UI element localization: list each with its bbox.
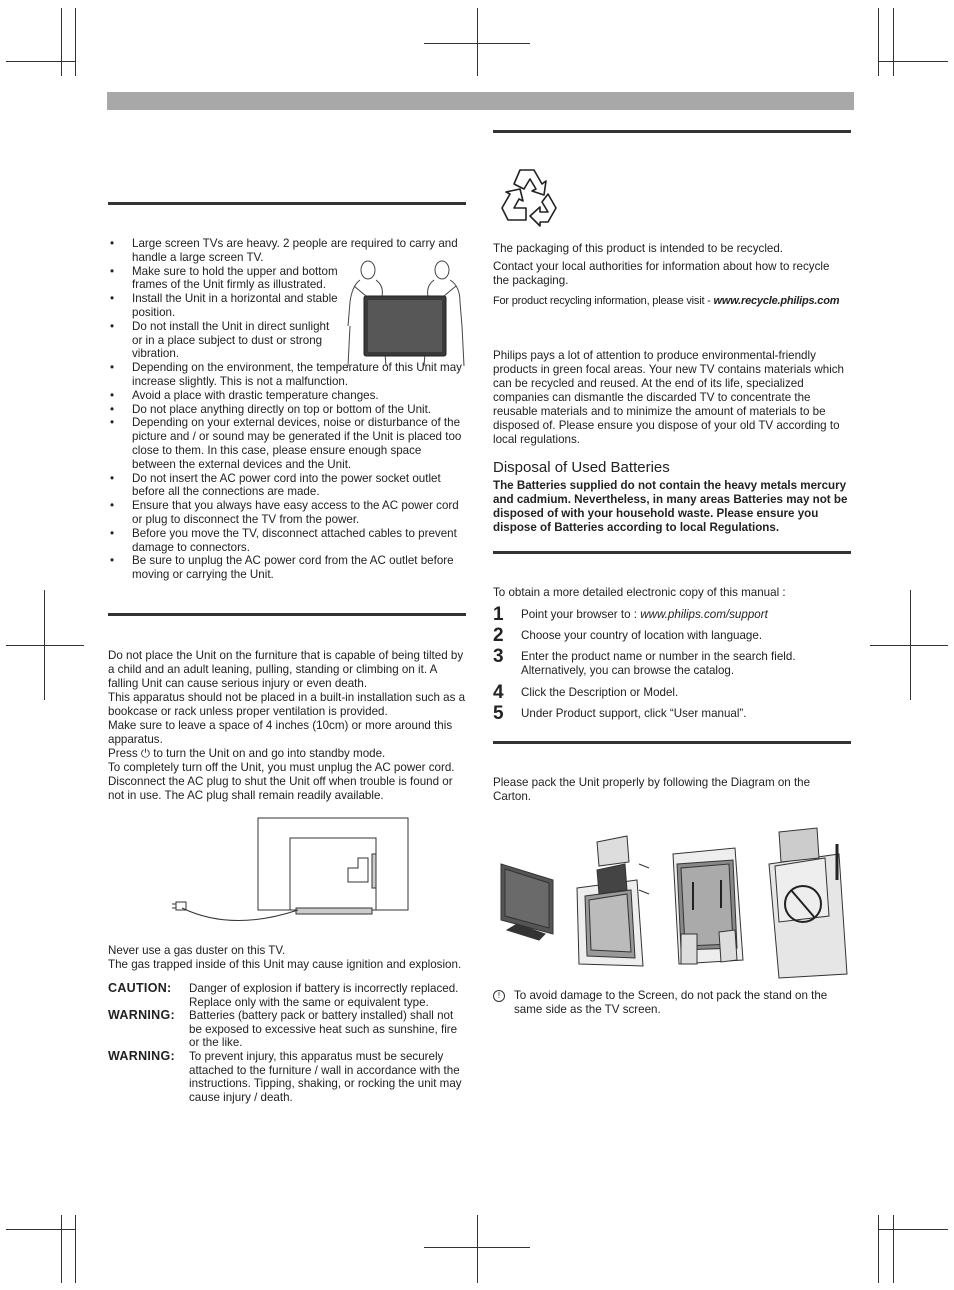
pack-note [493,989,849,1017]
section-rule [493,130,851,133]
crop-mark [6,645,84,646]
bullet-item [108,320,342,361]
safety-line: This apparatus should not be placed in a built-in installation such as a bookcase or rack unless proper ventilation is provided. [108,691,466,718]
step-text [521,608,841,622]
manual-intro: To obtain a more detailed electronic copy of this manual : [493,586,786,599]
bullet-item [108,403,468,417]
packaging-text [493,242,845,288]
info-icon: ! [493,990,505,1002]
crop-mark [75,8,76,76]
step-number: 1 [493,604,504,625]
bullet-item [108,527,468,555]
crop-mark [424,1247,530,1248]
crop-mark [6,1229,76,1230]
crop-mark [893,1215,894,1283]
warning-text: Batteries (battery pack or battery installed) shall not be exposed to excessive heat such as sunshine, fire or the like. [189,1009,458,1050]
safety-line: Disconnect the AC plug to shut the Unit off when trouble is found or not in use. The AC plug shall remain readily available. [108,775,453,802]
crop-mark [6,61,76,62]
step-text: Enter the product name or number in the search field. Alternatively, you can browse the catalog. [521,650,796,677]
support-link[interactable]: www.philips.com/support [640,608,768,621]
recycle-info [493,295,853,307]
bullet-text: Ensure that you always have easy access to the AC power cord or plug to disconnect the TV from the power. [132,499,459,526]
bullet-text: Before you move the TV, disconnect attached cables to prevent damage to connectors. [132,526,457,554]
bullet-item [108,292,342,320]
bullet-text: Install the Unit in a horizontal and stable position. [132,292,338,319]
bullet-text: Large screen TVs are heavy. 2 people are required to carry and handle a large screen TV. [132,237,458,264]
crop-mark [878,61,948,62]
bullet-text: Do not insert the AC power cord into the power socket outlet before all the connections are made. [132,471,441,499]
crop-mark [424,43,530,44]
warning-row [108,1050,478,1106]
pack-text: Please pack the Unit properly by following the Diagram on the Carton. [493,776,811,803]
crop-mark [61,8,62,76]
crop-mark [870,645,948,646]
gas-line: Never use a gas duster on this TV. [108,944,286,957]
bullet-text: Depending on your external devices, noise or disturbance of the picture and / or sound may be generated if the Unit is placed too close to them. In this case, please ensure enough space between the external devices and the Unit. [132,416,462,471]
crop-mark [477,1215,478,1283]
bullet-item [108,499,468,527]
crop-mark [878,8,879,76]
step-number: 2 [493,625,504,646]
bullet-text: Depending on the environment, the temperature of this Unit may increase slightly. This is not a malfunction. [132,361,462,388]
warning-text: Danger of explosion if battery is incorrectly replaced. Replace only with the same or equivalent type. [189,982,459,1009]
warning-label: CAUTION: [108,981,172,995]
step-text: Under Product support, click “User manual”. [521,707,747,720]
gas-line: The gas trapped inside of this Unit may cause ignition and explosion. [108,958,462,971]
step-number: 5 [493,703,504,724]
safety-line: Press ⏻ to turn the Unit on and go into standby mode. [108,747,386,760]
crop-mark [61,1215,62,1283]
section-rule [108,202,466,205]
section-rule [493,551,851,554]
tv-power-cord-illustration [172,812,412,930]
warning-label: WARNING: [108,1008,175,1022]
bullet-item [108,416,468,471]
warning-row [108,1009,478,1051]
section-rule [493,741,851,744]
crop-mark [893,8,894,76]
batteries-text: The Batteries supplied do not contain the heavy metals mercury and cadmium. Nevertheless, in many areas Batteries may not be disposed of with your household waste. Please ensure you dispose of Batteries according to local Regulations. [493,479,848,534]
packaging-line: Contact your local authorities for information about how to recycle the packaging. [493,260,830,287]
step-number: 3 [493,646,504,667]
batteries-heading: Disposal of Used Batteries [493,459,670,476]
bullet-text: Do not install the Unit in direct sunlight or in a place subject to dust or strong vibration. [132,319,330,361]
bullet-text: Avoid a place with drastic temperature changes. [132,388,379,402]
packing-diagram [497,824,855,984]
step-number: 4 [493,682,504,703]
bullet-item [108,389,468,403]
bullet-text: Make sure to hold the upper and bottom frames of the Unit firmly as illustrated. [132,264,338,292]
bullet-text: Do not place anything directly on top or bottom of the Unit. [132,402,432,416]
step-text: Click the Description or Model. [521,686,679,699]
note-text: To avoid damage to the Screen, do not pack the stand on the same side as the TV screen. [514,989,828,1016]
recycle-link[interactable]: www.recycle.philips.com [713,295,840,307]
safety-line: To completely turn off the Unit, you must unplug the AC power cord. [108,761,455,774]
two-person-carry-illustration [342,256,468,368]
bullet-item [108,472,468,500]
recycle-icon [496,164,562,230]
recycle-info-text: For product recycling information, please visit - [493,295,714,307]
crop-mark [878,1215,879,1283]
warning-text: To prevent injury, this apparatus must be securely attached to the furniture / wall in accordance with the instructions. Tipping, shaking, or rocking the unit may cause injury / death. [189,1050,462,1104]
step-label: Point your browser to : [521,608,641,621]
bullet-item [108,554,468,582]
caution-row [108,982,478,1010]
bullet-item [108,265,342,293]
packaging-line: The packaging of this product is intended to be recycled. [493,242,784,255]
header-banner [107,92,854,110]
crop-mark [878,1229,948,1230]
section-rule [108,613,466,616]
environment-paragraph: Philips pays a lot of attention to produce environmental-friendly products in green focal areas. Your new TV contains materials which can be recycled and reused. At the end of its life, specialized companies can dismantle the discarded TV to concentrate the reusable materials and to minimize the amount of materials to be disposed of. Please ensure you dispose of your old TV according to local regulations. [493,349,845,446]
safety-paragraph [108,649,470,803]
gas-warning [108,944,478,972]
safety-line: Make sure to leave a space of 4 inches (10cm) or more around this apparatus. [108,719,453,746]
safety-line: Do not place the Unit on the furniture that is capable of being tilted by a child and an adult leaning, pulling, standing or climbing on it. A falling Unit can cause serious injury or even death. [108,649,464,690]
crop-mark [477,8,478,76]
step-text: Choose your country of location with language. [521,629,763,642]
warning-label: WARNING: [108,1049,175,1063]
crop-mark [75,1215,76,1283]
bullet-text: Be sure to unplug the AC power cord from the AC outlet before moving or carrying the Unit. [132,554,454,582]
